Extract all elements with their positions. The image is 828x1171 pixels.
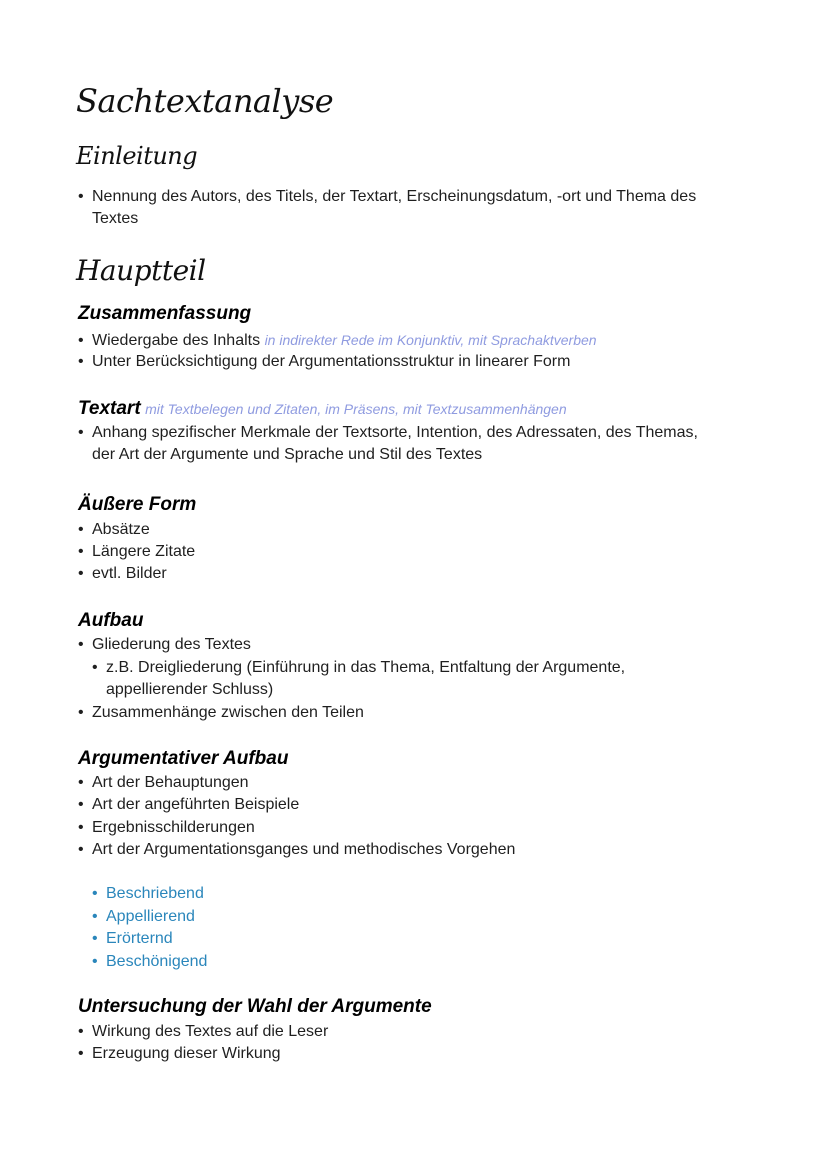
sub-list-item-continuation: appellierender Schluss) [106,681,274,698]
list-item: • Art der Argumentationsganges und methodisches Vorgehen [78,839,515,861]
document-title: Sachtextanalyse [76,82,334,120]
list-item: • Art der Behauptungen [78,772,249,794]
subheading-untersuchung: Untersuchung der Wahl der Argumente [78,996,432,1017]
item-text: Wiedergabe des Inhalts [92,332,261,349]
list-item: • Erzeugung dieser Wirkung [78,1043,281,1065]
list-item: • Wirkung des Textes auf die Leser [78,1021,328,1043]
section-heading-einleitung: Einleitung [76,142,198,170]
list-item-continuation: der Art der Argumente und Sprache und Stil des Textes [92,446,483,463]
list-item: • Anhang spezifischer Merkmale der Textsorte, Intention, des Adressaten, des Themas, [78,422,698,444]
type-list-item: • Beschriebend [92,883,204,905]
list-item: • Längere Zitate [78,541,195,563]
sub-list-item: • z.B. Dreigliederung (Einführung in das Thema, Entfaltung der Argumente, [92,657,625,679]
list-item [78,329,597,352]
type-list-item: • Appellierend [92,906,195,928]
list-item-continuation: Textes [92,210,139,227]
annotation-note: in indirekter Rede im Konjunktiv, mit Sprachaktverben [264,332,597,348]
subheading-textart-row [78,398,567,421]
list-item: • Zusammenhänge zwischen den Teilen [78,702,364,724]
subheading-textart: Textart [78,398,141,419]
list-item: • Absätze [78,519,150,541]
annotation-note: mit Textbelegen und Zitaten, im Präsens, mit Textzusammenhängen [145,401,567,417]
subheading-argumentativer-aufbau: Argumentativer Aufbau [78,748,289,769]
type-list-item: • Beschönigend [92,951,207,973]
list-item: • Art der angeführten Beispiele [78,794,299,816]
list-item: • Nennung des Autors, des Titels, der Textart, Erscheinungsdatum, -ort und Thema des [78,186,696,208]
type-list-item: • Erörternd [92,928,173,950]
section-heading-hauptteil: Hauptteil [76,254,206,287]
list-item: • Ergebnisschilderungen [78,817,255,839]
subheading-aeussere-form: Äußere Form [78,494,197,515]
list-item: • Gliederung des Textes [78,634,251,656]
list-item: • Unter Berücksichtigung der Argumentationsstruktur in linearer Form [78,351,570,373]
subheading-zusammenfassung: Zusammenfassung [78,303,252,324]
list-item: • evtl. Bilder [78,563,167,585]
subheading-aufbau: Aufbau [78,610,144,631]
